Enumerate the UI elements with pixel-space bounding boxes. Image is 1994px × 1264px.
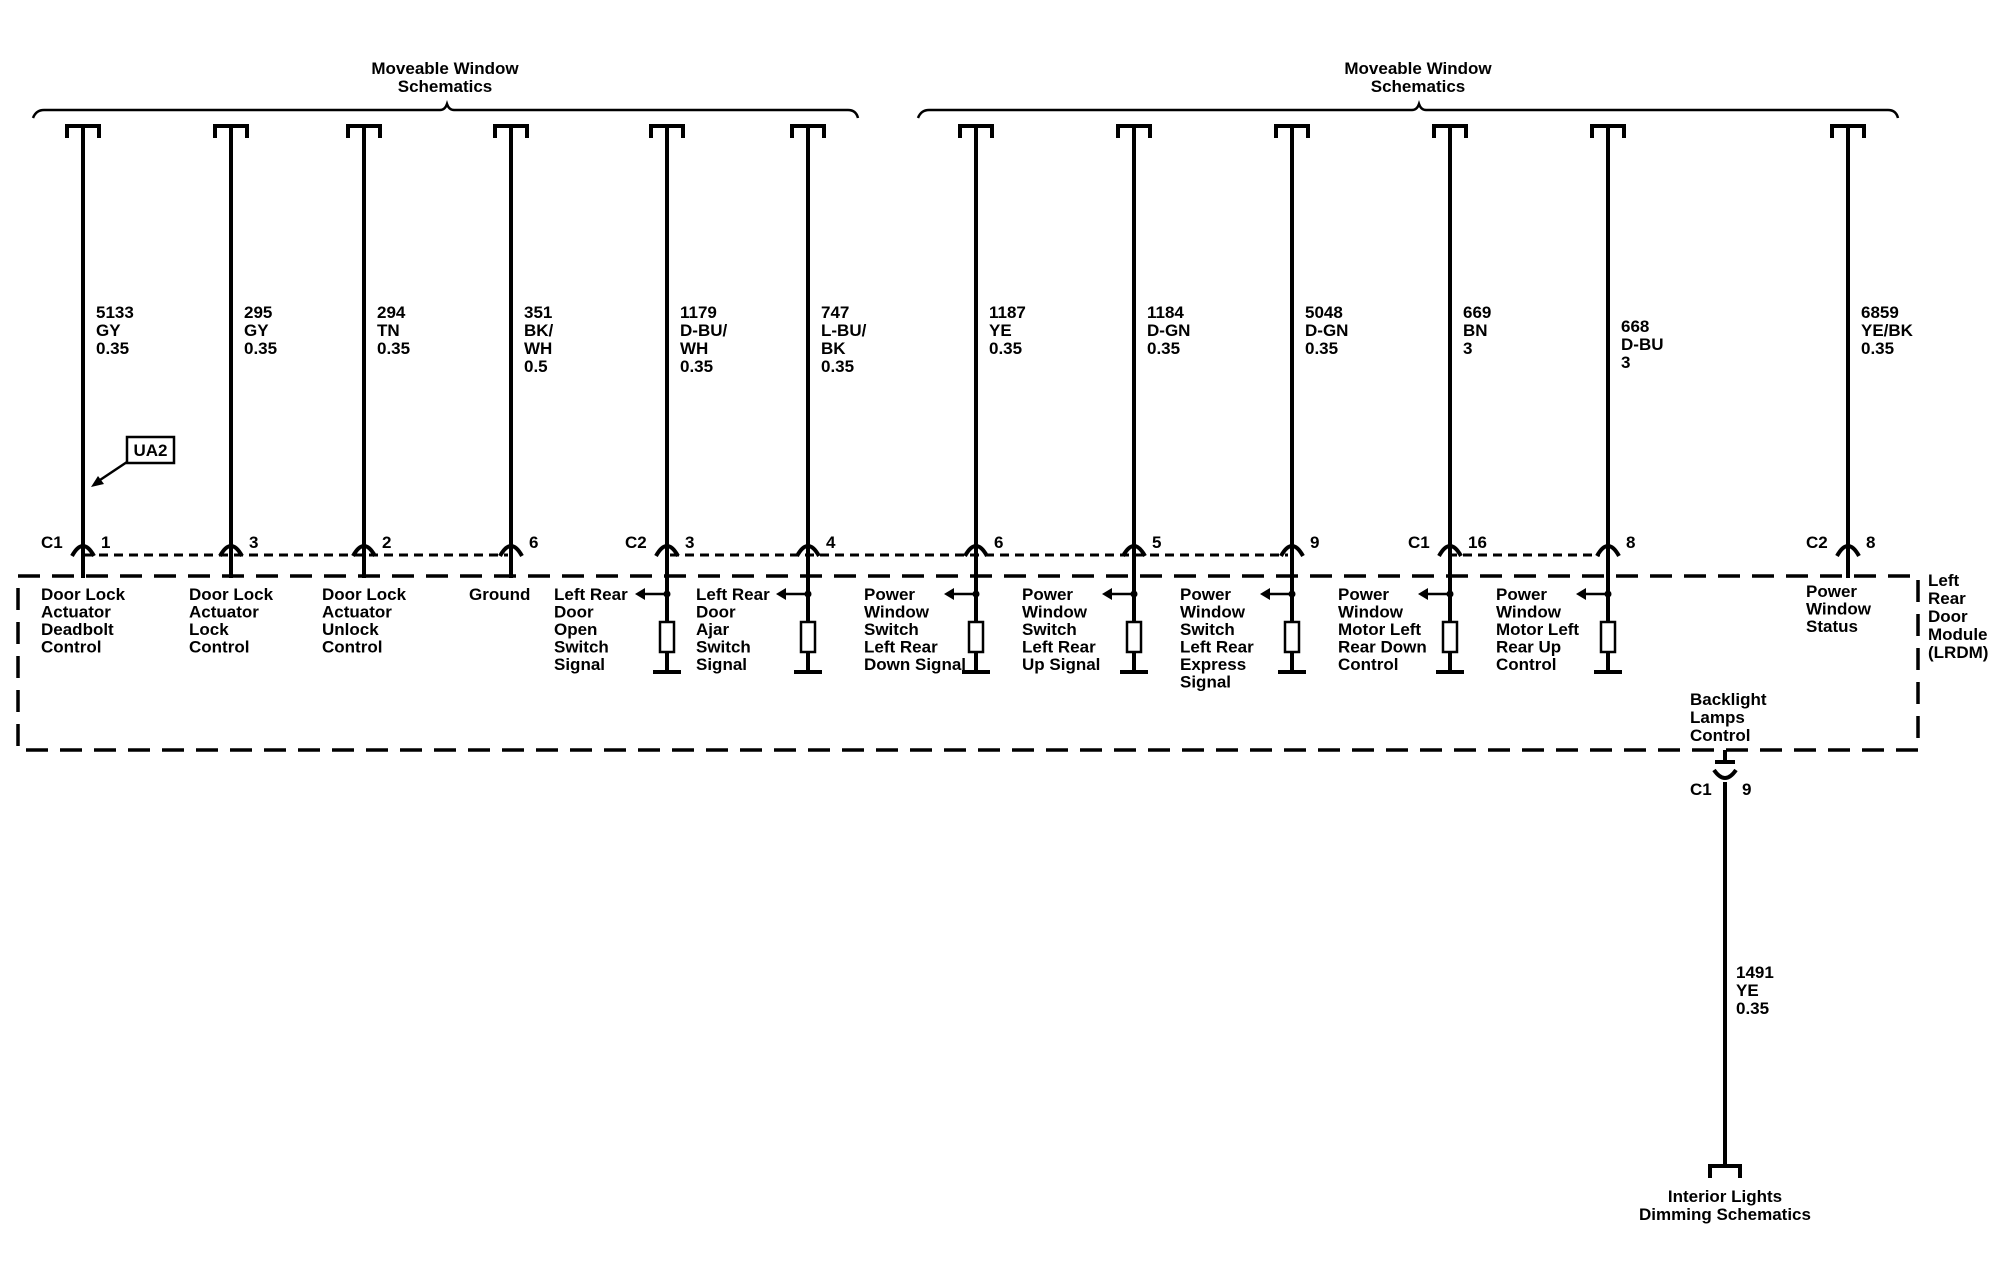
wire-color: D-GN — [1305, 321, 1349, 340]
function-label: Switch — [1022, 620, 1077, 639]
function-label: Window — [1180, 602, 1245, 622]
connector-id: C2 — [1806, 533, 1828, 552]
pin-number: 8 — [1866, 533, 1876, 552]
backlight-label-line2: Lamps — [1690, 708, 1745, 727]
right-bracket-title — [1344, 59, 1492, 96]
wire-5048 — [1180, 126, 1348, 692]
pullup-resistor — [1127, 622, 1141, 652]
function-label: Switch — [554, 637, 609, 657]
function-label: Up Signal — [1022, 655, 1101, 674]
pin-number: 16 — [1468, 533, 1487, 552]
function-label: Door Lock — [322, 585, 407, 604]
module-name-line1: Left — [1928, 571, 1960, 590]
function-label: Switch — [1180, 620, 1235, 639]
function-label: Window — [1338, 602, 1403, 622]
wire-color: YE — [989, 321, 1012, 340]
function-label: Signal — [554, 655, 606, 674]
wire-circuit-number: 1184 — [1147, 303, 1184, 322]
left-bracket-title — [371, 59, 519, 96]
wire-circuit-number: 747 — [821, 303, 850, 322]
function-label: Deadbolt — [41, 620, 114, 639]
function-label: Control — [1338, 655, 1399, 674]
function-label: Power — [1496, 585, 1548, 604]
pullup-resistor — [1443, 622, 1457, 652]
pin-number: 6 — [529, 533, 539, 552]
wire-circuit-number: 1187 — [989, 303, 1026, 322]
signal-arrow-head — [1102, 588, 1112, 600]
function-label: Lock — [189, 620, 229, 639]
function-label: Power — [864, 585, 916, 604]
right-harness-brace — [918, 104, 1898, 118]
wire-669 — [1338, 126, 1491, 674]
function-label: Door — [554, 602, 594, 622]
wire-color: GY — [244, 321, 269, 340]
signal-arrow-head — [944, 588, 954, 600]
function-label: Signal — [696, 655, 748, 674]
signal-arrow-head — [1260, 588, 1270, 600]
pin-number: 9 — [1310, 533, 1320, 552]
function-label: Left Rear — [864, 637, 938, 657]
backlight-destination-line1: Interior Lights — [1667, 1187, 1783, 1206]
wire-color: WH — [680, 339, 709, 358]
module-name — [1928, 571, 1988, 662]
ua2-callout — [91, 437, 174, 487]
function-label: Left Rear — [696, 585, 770, 604]
function-label: Express — [1180, 655, 1247, 674]
function-label: Door — [696, 602, 736, 622]
pullup-resistor — [1285, 622, 1299, 652]
wire-gauge: 3 — [1621, 353, 1631, 372]
module-name-line4: Module — [1928, 625, 1988, 644]
backlight-label — [1690, 690, 1767, 745]
connector-id: C2 — [625, 533, 647, 552]
function-label: Signal — [1180, 672, 1232, 692]
wire-gauge: 0.35 — [377, 339, 411, 358]
function-label: Left Rear — [1022, 637, 1096, 657]
backlight-circuit — [1639, 690, 1811, 1224]
function-label: Switch — [696, 637, 751, 657]
wire-color: D-BU — [1621, 335, 1664, 354]
wire-color: L-BU/ — [821, 321, 867, 340]
function-label: Door Lock — [189, 585, 274, 604]
function-label: Unlock — [322, 620, 379, 639]
wire-circuit-number: 295 — [244, 303, 273, 322]
pullup-resistor — [969, 622, 983, 652]
function-label: Motor Left — [1496, 620, 1580, 639]
wire-6859 — [1806, 126, 1914, 636]
function-label: Power — [1338, 585, 1390, 604]
pullup-resistor — [801, 622, 815, 652]
wire-circuit-number: 6859 — [1861, 303, 1899, 322]
function-label: Control — [41, 637, 102, 657]
left-bracket-title-line2: Schematics — [397, 77, 493, 96]
backlight-pin: 9 — [1742, 780, 1752, 799]
wire-1187 — [864, 126, 1026, 674]
right-bracket-title-line1: Moveable Window — [1344, 59, 1492, 78]
backlight-destination-connector — [1710, 1166, 1740, 1178]
ua2-callout-label: UA2 — [133, 441, 168, 460]
backlight-terminal — [1714, 770, 1736, 778]
left-bracket-title-line1: Moveable Window — [371, 59, 519, 78]
lrdm-module-box — [18, 576, 1918, 750]
wire-color: BN — [1463, 321, 1488, 340]
signal-arrow-head — [635, 588, 645, 600]
wire-747 — [696, 126, 867, 674]
function-label: Power — [1806, 582, 1858, 601]
backlight-wire-gauge: 0.35 — [1736, 999, 1770, 1018]
wire-gauge: 0.35 — [1305, 339, 1339, 358]
wire-color: WH — [524, 339, 553, 358]
wire-gauge: 0.5 — [524, 357, 548, 376]
function-label: Control — [189, 637, 250, 657]
function-label: Motor Left — [1338, 620, 1422, 639]
pin-number: 8 — [1626, 533, 1636, 552]
wire-gauge: 0.35 — [96, 339, 130, 358]
function-label: Actuator — [41, 602, 111, 622]
function-label: Actuator — [189, 602, 259, 622]
wire-circuit-number: 5048 — [1305, 303, 1343, 322]
wire-351 — [469, 126, 554, 604]
function-label: Window — [1022, 602, 1087, 622]
function-label: Power — [1180, 585, 1232, 604]
function-label: Left Rear — [554, 585, 628, 604]
wires-layer — [41, 126, 1914, 692]
pin-number: 3 — [249, 533, 259, 552]
signal-arrow-head — [1418, 588, 1428, 600]
wire-circuit-number: 351 — [524, 303, 553, 322]
wire-color: D-GN — [1147, 321, 1191, 340]
pin-number: 4 — [826, 533, 836, 552]
wire-gauge: 0.35 — [1147, 339, 1181, 358]
pullup-resistor — [660, 622, 674, 652]
wire-circuit-number: 669 — [1463, 303, 1492, 322]
function-label: Control — [322, 637, 383, 657]
wire-gauge: 0.35 — [989, 339, 1023, 358]
function-label: Ajar — [696, 620, 730, 639]
backlight-label-line1: Backlight — [1690, 690, 1767, 709]
wire-gauge: 0.35 — [1861, 339, 1895, 358]
function-label: Door Lock — [41, 585, 126, 604]
function-label: Window — [1496, 602, 1561, 622]
backlight-wire-color: YE — [1736, 981, 1759, 1000]
pin-number: 6 — [994, 533, 1004, 552]
function-label: Control — [1496, 655, 1557, 674]
wire-gauge: 0.35 — [244, 339, 278, 358]
function-label: Open — [554, 620, 598, 639]
function-label: Left Rear — [1180, 637, 1254, 657]
signal-arrow-head — [1576, 588, 1586, 600]
function-label: Down Signal — [864, 655, 966, 674]
function-label: Ground — [469, 585, 531, 604]
module-name-line5: (LRDM) — [1928, 643, 1989, 662]
function-label: Status — [1806, 617, 1858, 636]
wire-668 — [1496, 126, 1664, 674]
connector-id: C1 — [41, 533, 63, 552]
function-label: Rear Down — [1338, 637, 1427, 657]
wire-color: YE/BK — [1861, 321, 1913, 340]
pin-number: 1 — [101, 533, 111, 552]
module-name-line2: Rear — [1928, 589, 1966, 608]
function-label: Power — [1022, 585, 1074, 604]
wire-color: GY — [96, 321, 121, 340]
wire-circuit-number: 5133 — [96, 303, 134, 322]
function-label: Switch — [864, 620, 919, 639]
wire-gauge: 0.35 — [821, 357, 855, 376]
wire-color: BK — [821, 339, 846, 358]
right-bracket-title-line2: Schematics — [1370, 77, 1466, 96]
pin-number: 3 — [685, 533, 695, 552]
wire-circuit-number: 1179 — [680, 303, 717, 322]
connector-id: C1 — [1408, 533, 1430, 552]
pullup-resistor — [1601, 622, 1615, 652]
function-label: Rear Up — [1496, 637, 1562, 657]
wire-gauge: 0.35 — [680, 357, 714, 376]
function-label: Window — [864, 602, 929, 622]
backlight-label-line3: Control — [1690, 726, 1751, 745]
backlight-connector: C1 — [1690, 780, 1712, 799]
function-label: Window — [1806, 599, 1871, 619]
wire-circuit-number: 668 — [1621, 317, 1650, 336]
pin-number: 5 — [1152, 533, 1162, 552]
wire-color: D-BU/ — [680, 321, 728, 340]
wire-color: BK/ — [524, 321, 554, 340]
wire-circuit-number: 294 — [377, 303, 406, 322]
wire-color: TN — [377, 321, 400, 340]
pin-number: 2 — [382, 533, 392, 552]
backlight-circuit-number: 1491 — [1736, 963, 1774, 982]
wire-gauge: 3 — [1463, 339, 1473, 358]
backlight-destination-line2: Dimming Schematics — [1639, 1205, 1811, 1224]
function-label: Actuator — [322, 602, 392, 622]
wire-1184 — [1022, 126, 1190, 674]
signal-arrow-head — [776, 588, 786, 600]
module-name-line3: Door — [1928, 607, 1968, 626]
left-harness-brace — [33, 104, 858, 118]
